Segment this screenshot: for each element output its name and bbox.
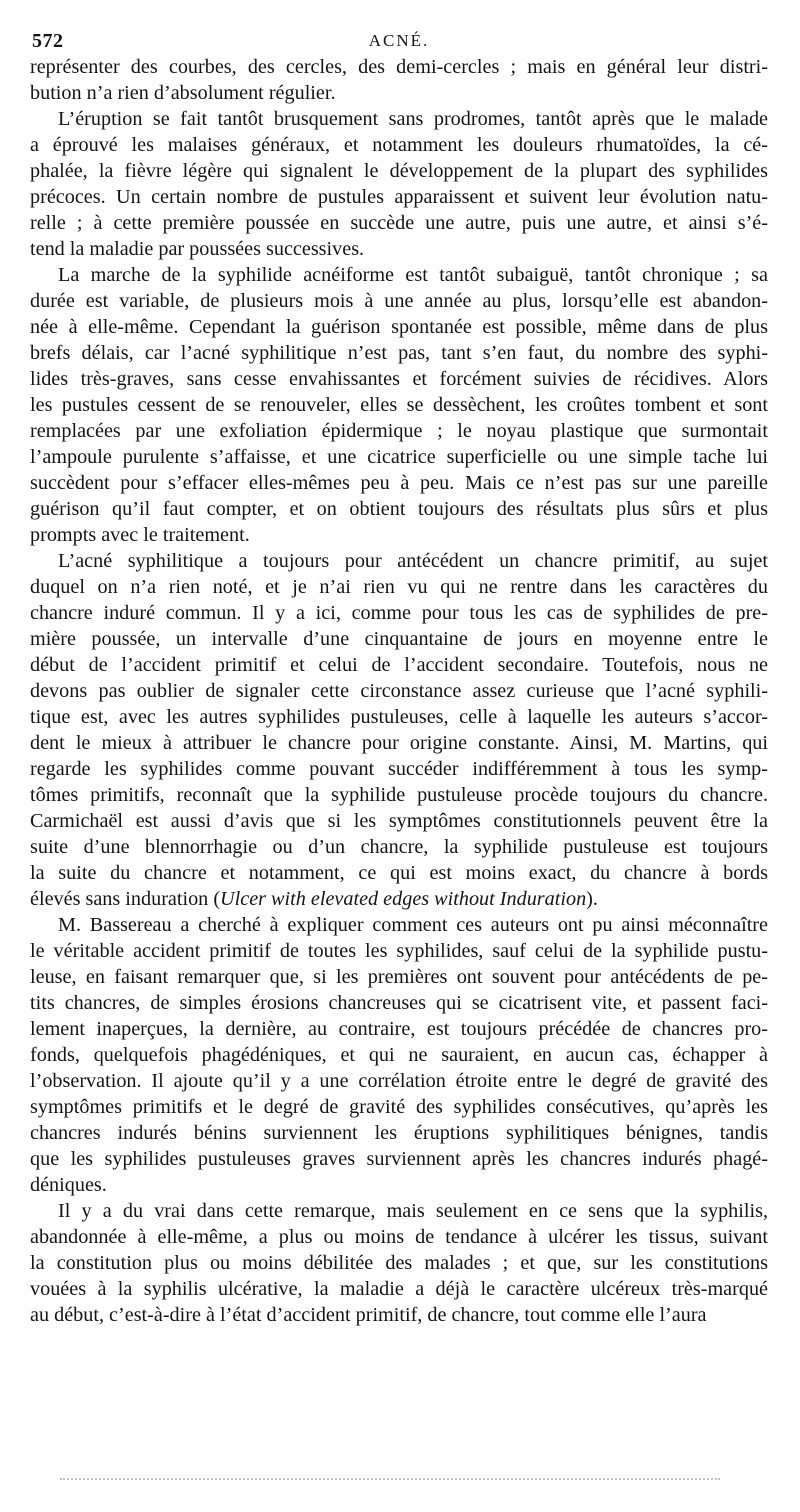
text-line: bution n’a rien d’absolument régulier.: [30, 82, 336, 104]
text-line: les pustules cessent de se renouveler, elles se dessèchent, les croûtes tombent et sont: [30, 394, 768, 416]
text-line: lides très-graves, sans cesse envahissantes et forcément suivies de récidives. Alors: [30, 368, 768, 390]
paragraph: [30, 1198, 768, 1328]
text-line: élevés sans induration (Ulcer with elevated edges without Induration).: [30, 888, 598, 910]
paragraph: [30, 912, 768, 1198]
text-line: le véritable accident primitif de toutes les syphilides, sauf celui de la syphilide pustu-: [30, 940, 768, 962]
text-line: déniques.: [30, 1174, 107, 1196]
text-line: lement inaperçues, la dernière, au contraire, est toujours précédée de chancres pro-: [30, 1018, 768, 1040]
text-line: tômes primitifs, reconnaît que la syphilide pustuleuse procède toujours du chancre.: [30, 784, 768, 806]
text-line: l’ampoule purulente s’affaisse, et une cicatrice superficielle ou une simple tache lui: [30, 446, 768, 468]
text-line: M. Bassereau a cherché à expliquer comment ces auteurs ont pu ainsi méconnaître: [58, 914, 768, 936]
text-line: a éprouvé les malaises généraux, et notamment les douleurs rhumatoïdes, la cé-: [30, 134, 768, 156]
text-line: début de l’accident primitif et celui de l’accident secondaire. Toutefois, nous ne: [30, 654, 768, 676]
text-line: Carmichaël est aussi d’avis que si les symptômes constitutionnels peuvent être la: [30, 810, 768, 832]
paragraph: [30, 262, 768, 548]
text-line: tique est, avec les autres syphilides pustuleuses, celle à laquelle les auteurs s’accor-: [30, 706, 768, 728]
text-line: abandonnée à elle-même, a plus ou moins de tendance à ulcérer les tissus, suivant: [30, 1226, 768, 1248]
text-line: devons pas oublier de signaler cette circonstance assez curieuse que l’acné syphili-: [30, 680, 768, 702]
text-line: relle ; à cette première poussée en succède une autre, puis une autre, et ainsi s’é-: [30, 212, 768, 234]
text-line: mière poussée, un intervalle d’une cinquantaine de jours en moyenne entre le: [30, 628, 768, 650]
bottom-margin-specks: [60, 1478, 720, 1482]
text-line: chancre induré commun. Il y a ici, comme pour tous les cas de syphilides de pre-: [30, 602, 768, 624]
text-line: la constitution plus ou moins débilitée des malades ; et que, sur les constitutions: [30, 1252, 768, 1274]
text-line: chancres indurés bénins surviennent les éruptions syphilitiques bénignes, tandis: [30, 1122, 768, 1144]
text-line: née à elle-même. Cependant la guérison spontanée est possible, même dans de plus: [30, 316, 768, 338]
page-header: [30, 28, 768, 54]
text-line: L’acné syphilitique a toujours pour antécédent un chancre primitif, au sujet: [58, 550, 768, 572]
text-line: leuse, en faisant remarquer que, si les premières ont souvent pour antécédents de pe-: [30, 966, 768, 988]
paragraph: [30, 54, 768, 106]
text-line: La marche de la syphilide acnéiforme est tantôt subaiguë, tantôt chronique ; sa: [58, 264, 768, 286]
running-title: ACNÉ.: [368, 31, 430, 50]
text-line: remplacées par une exfoliation épidermique ; le noyau plastique que surmontait: [30, 420, 768, 442]
text-line: représenter des courbes, des cercles, des demi-cercles ; mais en général leur distri-: [30, 56, 768, 78]
text-line: brefs délais, car l’acné syphilitique n’est pas, tant s’en faut, du nombre des syphi-: [30, 342, 768, 364]
text-line: succèdent pour s’effacer elles-mêmes peu à peu. Mais ce n’est pas sur une pareille: [30, 472, 768, 494]
text-line: regarde les syphilides comme pouvant succéder indifféremment à tous les symp-: [30, 758, 768, 780]
text-line: précoces. Un certain nombre de pustules apparaissent et suivent leur évolution natu-: [30, 186, 768, 208]
body-text: [30, 54, 768, 1328]
text-line: phalée, la fièvre légère qui signalent le développement de la plupart des syphilides: [30, 160, 768, 182]
text-line: tend la maladie par poussées successives.: [30, 238, 365, 260]
text-line: L’éruption se fait tantôt brusquement sans prodromes, tantôt après que le malade: [58, 108, 768, 130]
text-line: vouées à la syphilis ulcérative, la maladie a déjà le caractère ulcéreux très-marqué: [30, 1278, 768, 1300]
text-line: durée est variable, de plusieurs mois à une année au plus, lorsqu’elle est abandon-: [30, 290, 768, 312]
paragraph: [30, 106, 768, 262]
text-line: la suite du chancre et notamment, ce qui est moins exact, du chancre à bords: [30, 862, 768, 884]
book-page: [30, 28, 768, 1328]
text-line: fonds, quelquefois phagédéniques, et qui ne sauraient, en aucun cas, échapper à: [30, 1044, 768, 1066]
text-line: duquel on n’a rien noté, et je n’ai rien vu qui ne rentre dans les caractères du: [30, 576, 768, 598]
text-line: tits chancres, de simples érosions chancreuses qui se cicatrisent vite, et passent faci-: [30, 992, 768, 1014]
text-line: au début, c’est-à-dire à l’état d’accident primitif, de chancre, tout comme elle l’aura: [30, 1304, 707, 1326]
text-line: dent le mieux à attribuer le chancre pour origine constante. Ainsi, M. Martins, qui: [30, 732, 768, 754]
page-number: 572: [32, 30, 64, 52]
paragraph: [30, 548, 768, 912]
text-line: prompts avec le traitement.: [30, 524, 250, 546]
text-line: suite d’une blennorrhagie ou d’un chancre, la syphilide pustuleuse est toujours: [30, 836, 768, 858]
text-line: Il y a du vrai dans cette remarque, mais seulement en ce sens que la syphilis,: [58, 1200, 768, 1222]
text-line: que les syphilides pustuleuses graves surviennent après les chancres indurés phagé-: [30, 1148, 768, 1170]
text-line: symptômes primitifs et le degré de gravité des syphilides consécutives, qu’après les: [30, 1096, 768, 1118]
text-line: guérison qu’il faut compter, et on obtient toujours des résultats plus sûrs et plus: [30, 498, 768, 520]
text-line: l’observation. Il ajoute qu’il y a une corrélation étroite entre le degré de gravité des: [30, 1070, 768, 1092]
